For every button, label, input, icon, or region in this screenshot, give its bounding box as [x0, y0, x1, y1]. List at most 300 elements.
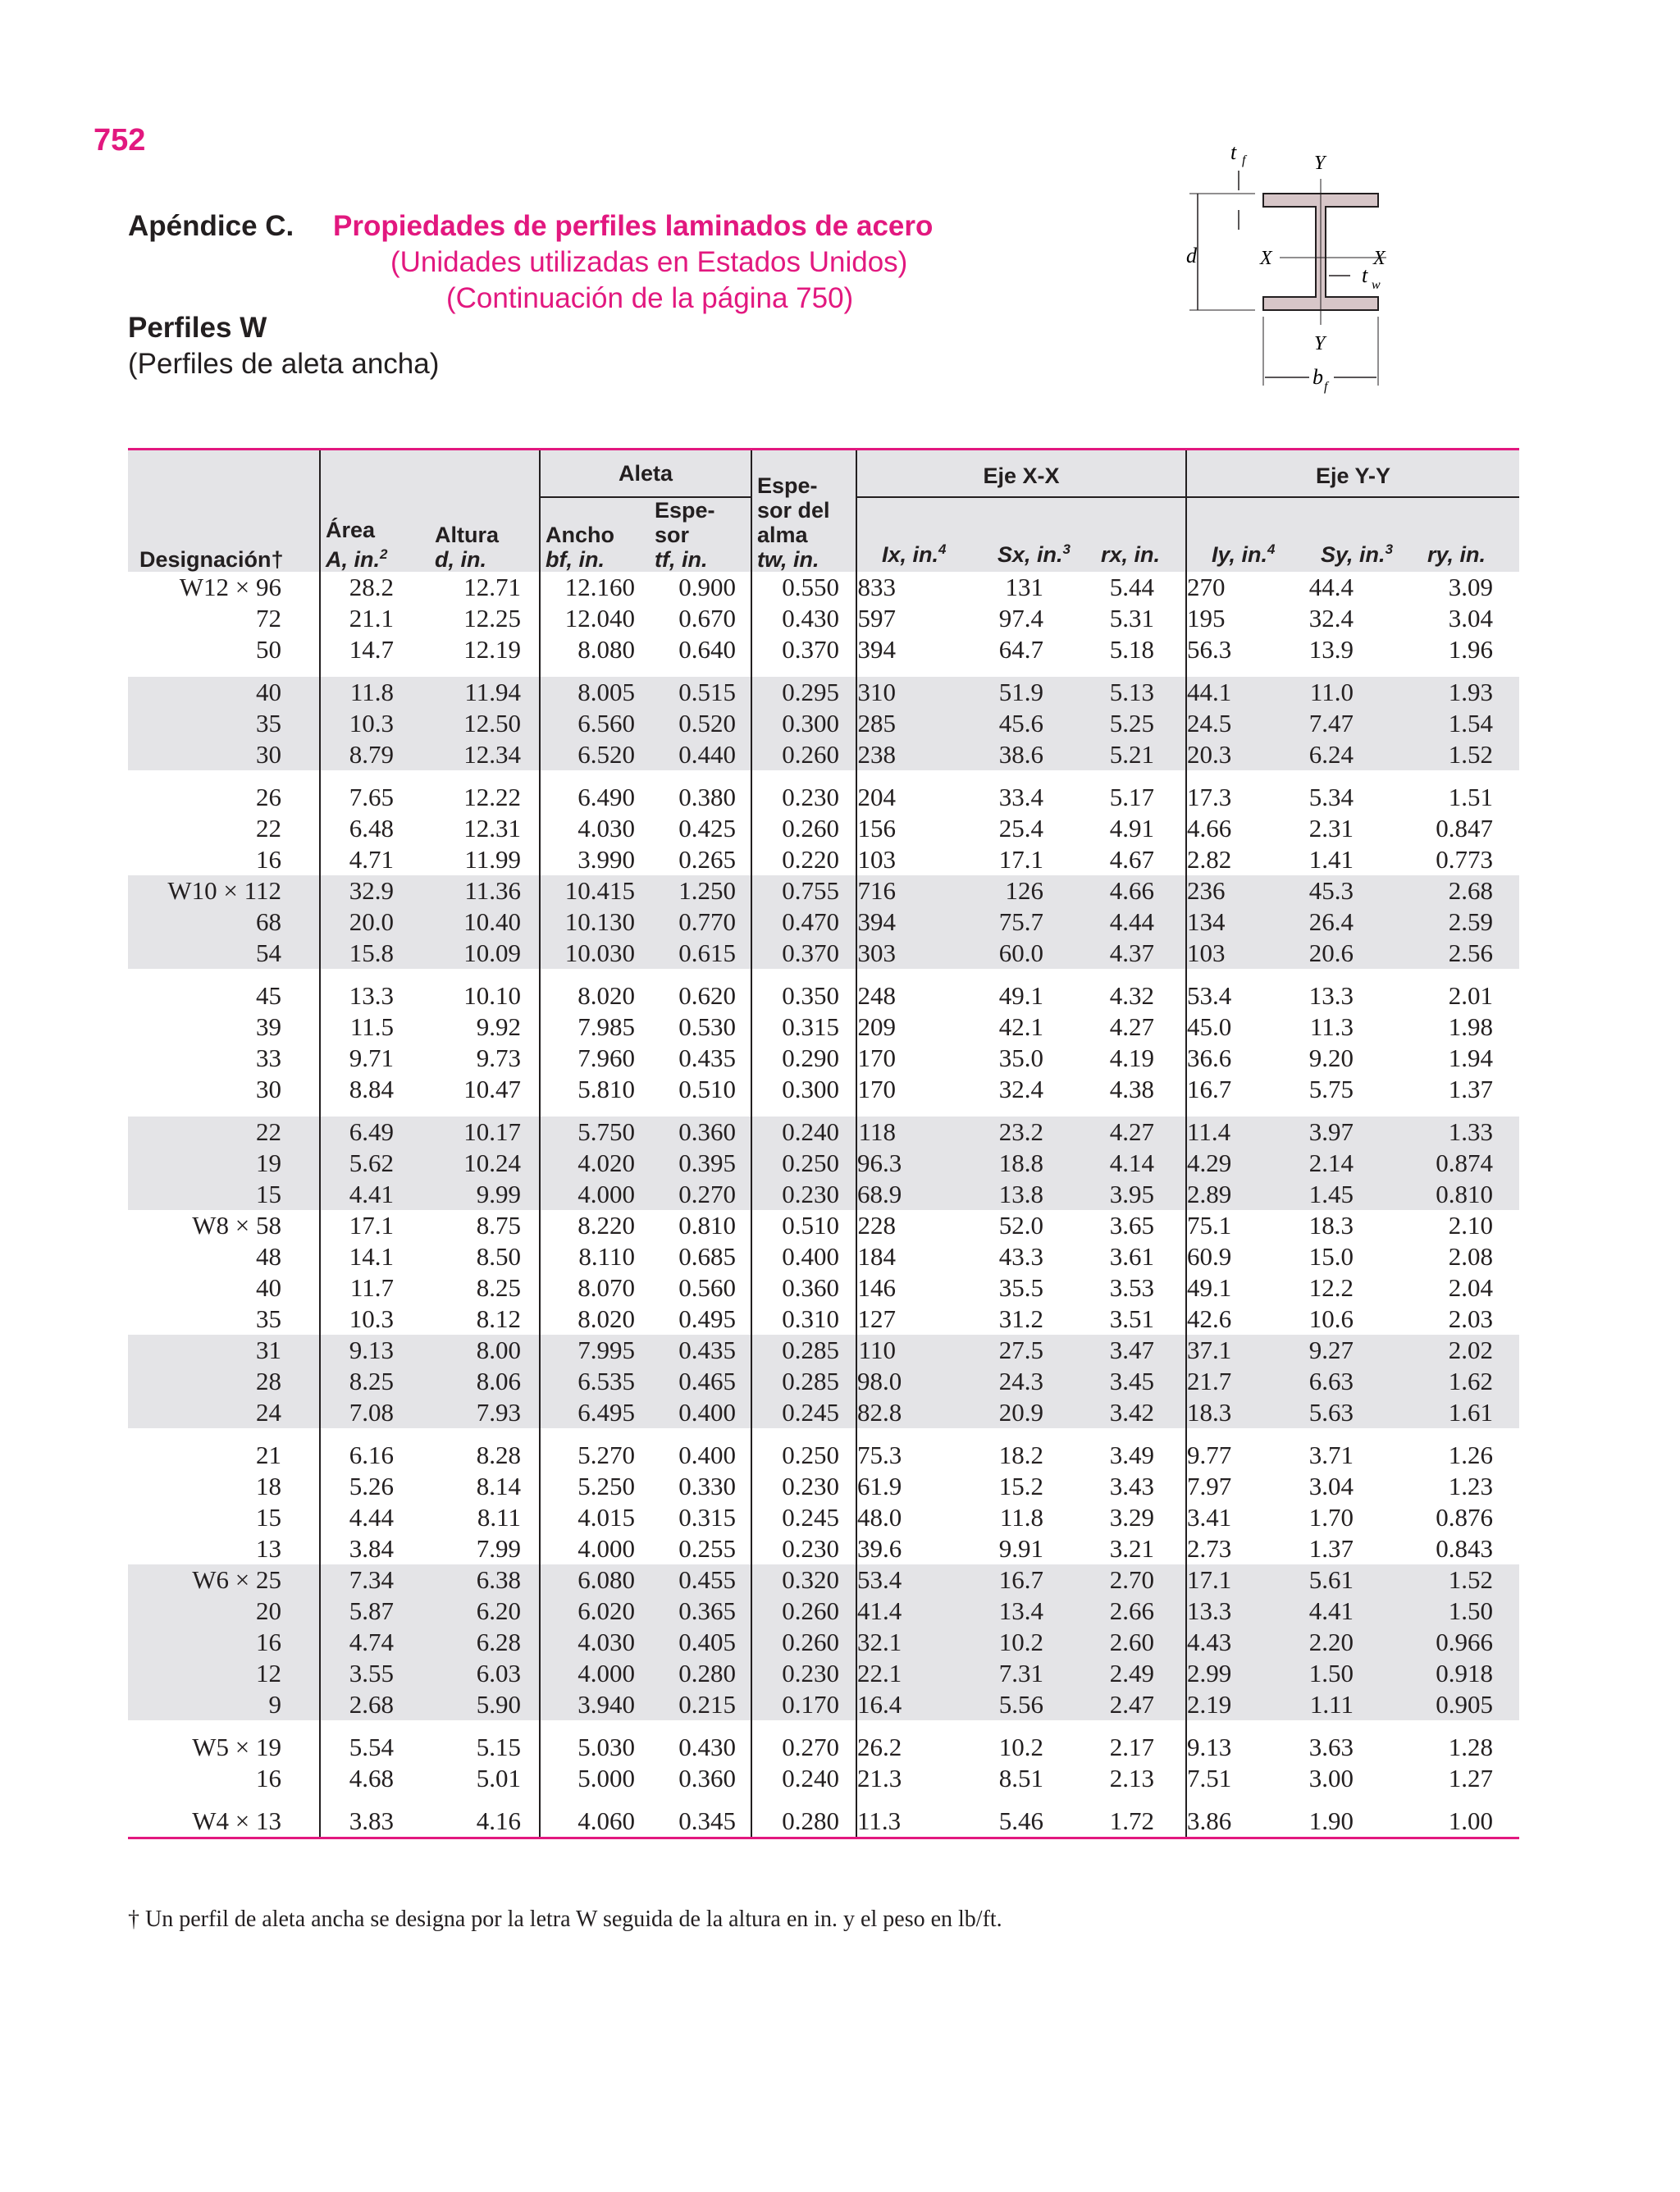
value-cell: 0.400	[650, 1397, 751, 1428]
value-cell: 5.030	[578, 1733, 635, 1761]
value-cell: 0.435	[650, 1335, 751, 1366]
value-cell: 8.79	[320, 739, 430, 770]
value-cell: 0.260	[751, 813, 856, 844]
value-cell: 56.3	[1187, 635, 1232, 664]
designation-cell: 39	[128, 1012, 320, 1043]
value-cell: 8.51	[998, 1764, 1043, 1792]
value-cell: 12.160	[564, 573, 635, 601]
gap-cell	[751, 770, 856, 782]
designation-cell: W4 × 13	[128, 1806, 320, 1838]
table-row	[128, 1596, 1519, 1627]
value-cell: 5.15	[430, 1732, 540, 1763]
designation-cell: 68	[128, 906, 320, 938]
value-cell: 4.74	[320, 1627, 430, 1658]
value-cell: 11.99	[430, 844, 540, 875]
value-cell: 15.2	[998, 1472, 1043, 1500]
gap-cell	[1298, 665, 1409, 677]
value-cell: 103	[857, 845, 896, 874]
value-cell: 52.0	[998, 1211, 1043, 1240]
value-cell: 0.215	[650, 1689, 751, 1720]
table-row	[128, 938, 1519, 969]
value-cell: 1.90	[1298, 1806, 1409, 1838]
gap-cell	[968, 1105, 1084, 1117]
value-cell: 0.300	[751, 1074, 856, 1105]
gap-cell	[650, 665, 751, 677]
value-cell: 10.40	[430, 906, 540, 938]
value-cell: 12.2	[1308, 1273, 1354, 1302]
gap-cell	[1186, 1720, 1298, 1732]
value-cell: 5.90	[430, 1689, 540, 1720]
value-cell: 9.73	[430, 1043, 540, 1074]
designation-cell: 28	[128, 1366, 320, 1397]
gap-cell	[968, 1794, 1084, 1806]
value-cell: 98.0	[856, 1366, 968, 1397]
value-cell: 0.360	[650, 1117, 751, 1148]
value-cell: 13.3	[1186, 1596, 1298, 1627]
value-cell: 36.6	[1187, 1043, 1232, 1072]
value-cell: 14.1	[349, 1242, 394, 1271]
value-cell: 4.030	[578, 814, 635, 843]
value-cell: 8.50	[430, 1241, 540, 1272]
value-cell: 110	[856, 1335, 968, 1366]
sx-header-text: Sx, in.	[998, 542, 1063, 567]
table-row	[128, 1658, 1519, 1689]
value-cell: 4.14	[1084, 1148, 1186, 1179]
value-cell: 11.3	[856, 1806, 968, 1838]
table-row	[128, 1179, 1519, 1210]
gap-cell	[540, 1794, 650, 1806]
gap-cell	[856, 1428, 968, 1440]
value-cell: 7.995	[540, 1335, 650, 1366]
gap-cell	[540, 1428, 650, 1440]
value-cell: 24.5	[1186, 708, 1298, 739]
gap-cell	[1298, 1428, 1409, 1440]
value-cell: 10.6	[1308, 1304, 1354, 1333]
value-cell: 1.27	[1448, 1764, 1494, 1792]
value-cell: 236	[1186, 875, 1298, 906]
table-row	[128, 875, 1519, 906]
row-group-gap	[128, 1105, 1519, 1117]
value-cell: 303	[856, 938, 968, 969]
alma-header-line3: alma	[757, 523, 808, 547]
value-cell: 9.13	[1187, 1733, 1232, 1761]
value-cell: 12.50	[430, 708, 540, 739]
value-cell: 2.47	[1084, 1689, 1186, 1720]
value-cell: 0.245	[751, 1397, 856, 1428]
value-cell: 2.59	[1409, 906, 1519, 938]
value-cell: 0.365	[650, 1596, 751, 1627]
table-row	[128, 1533, 1519, 1564]
value-cell: 6.38	[430, 1564, 540, 1596]
value-cell: 10.47	[430, 1074, 540, 1105]
x-axis-right-label: X	[1373, 248, 1386, 269]
bf-label: b	[1312, 365, 1323, 389]
value-cell: 9.99	[430, 1179, 540, 1210]
value-cell: 64.7	[998, 635, 1043, 664]
value-cell: 2.31	[1308, 814, 1354, 843]
col-header-espesor-aleta	[650, 497, 751, 572]
value-cell: 0.515	[650, 677, 751, 708]
gap-cell	[751, 665, 856, 677]
gap-cell	[430, 1428, 540, 1440]
value-cell: 10.415	[540, 875, 650, 906]
x-axis-left-label: X	[1260, 248, 1272, 269]
value-cell: 7.08	[320, 1397, 430, 1428]
value-cell: 5.61	[1298, 1564, 1409, 1596]
gap-cell	[856, 770, 968, 782]
value-cell: 4.27	[1084, 1012, 1186, 1043]
gap-cell	[650, 1105, 751, 1117]
area-header-unit: A, in.	[326, 547, 380, 572]
gap-cell	[430, 665, 540, 677]
value-cell: 3.49	[1084, 1440, 1186, 1471]
value-cell: 1.50	[1298, 1658, 1409, 1689]
gap-cell	[540, 770, 650, 782]
value-cell: 0.285	[751, 1366, 856, 1397]
designation-cell: 54	[128, 938, 320, 969]
value-cell: 6.16	[349, 1441, 394, 1469]
value-cell: 0.260	[751, 1627, 856, 1658]
gap-cell	[430, 969, 540, 980]
value-cell: 6.63	[1298, 1366, 1409, 1397]
value-cell: 6.560	[540, 708, 650, 739]
value-cell: 10.3	[349, 1304, 394, 1333]
value-cell: 0.520	[650, 708, 751, 739]
value-cell: 8.75	[430, 1210, 540, 1241]
value-cell: 0.510	[751, 1210, 856, 1241]
value-cell: 0.170	[751, 1689, 856, 1720]
value-cell: 4.37	[1084, 938, 1186, 969]
value-cell: 4.66	[1084, 875, 1186, 906]
value-cell: 3.43	[1084, 1471, 1186, 1502]
value-cell: 2.70	[1084, 1564, 1186, 1596]
table-row	[128, 980, 1519, 1012]
value-cell: 9.20	[1308, 1043, 1354, 1072]
value-cell: 4.41	[1298, 1596, 1409, 1627]
value-cell: 16.7	[1187, 1075, 1232, 1103]
designation-cell: 50	[128, 634, 320, 665]
value-cell: 1.70	[1308, 1503, 1354, 1532]
value-cell: 11.94	[430, 677, 540, 708]
value-cell: 5.62	[320, 1148, 430, 1179]
value-cell: 48.0	[857, 1503, 902, 1532]
value-cell: 0.510	[650, 1074, 751, 1105]
value-cell: 4.68	[349, 1764, 394, 1792]
value-cell: 0.315	[751, 1012, 856, 1043]
value-cell: 27.5	[968, 1335, 1084, 1366]
value-cell: 12.31	[430, 813, 540, 844]
gap-cell	[1298, 1720, 1409, 1732]
value-cell: 7.47	[1298, 708, 1409, 739]
value-cell: 13.8	[968, 1179, 1084, 1210]
value-cell: 597	[857, 604, 896, 632]
value-cell: 25.4	[998, 814, 1043, 843]
value-cell: 1.54	[1409, 708, 1519, 739]
table-footnote: † Un perfil de aleta ancha se designa por la letra W seguida de la altura en in. y el peso en lb/ft.	[128, 1907, 1002, 1932]
value-cell: 1.52	[1409, 739, 1519, 770]
gap-cell	[751, 1428, 856, 1440]
value-cell: 13.9	[1308, 635, 1354, 664]
value-cell: 170	[857, 1075, 896, 1103]
gap-cell	[430, 1794, 540, 1806]
value-cell: 21.3	[857, 1764, 902, 1792]
value-cell: 0.400	[650, 1440, 751, 1471]
table-row	[128, 1440, 1519, 1471]
value-cell: 26.4	[1298, 906, 1409, 938]
value-cell: 2.19	[1186, 1689, 1298, 1720]
value-cell: 0.330	[650, 1471, 751, 1502]
tw-label: t	[1362, 263, 1368, 287]
value-cell: 0.295	[751, 677, 856, 708]
designation-cell: W10 × 112	[128, 875, 320, 906]
value-cell: 5.54	[349, 1733, 394, 1761]
value-cell: 0.640	[650, 634, 751, 665]
value-cell: 9.13	[320, 1335, 430, 1366]
value-cell: 97.4	[998, 604, 1043, 632]
gap-cell	[540, 1720, 650, 1732]
row-group-gap	[128, 1428, 1519, 1440]
value-cell: 1.52	[1409, 1564, 1519, 1596]
col-header-espesor-alma	[751, 450, 856, 573]
value-cell: 37.1	[1186, 1335, 1298, 1366]
value-cell: 6.495	[540, 1397, 650, 1428]
value-cell: 8.11	[430, 1502, 540, 1533]
value-cell: 7.99	[430, 1533, 540, 1564]
designation-cell: 72	[128, 603, 320, 634]
value-cell: 5.34	[1308, 783, 1354, 811]
gap-cell	[1409, 1105, 1519, 1117]
gap-cell	[1298, 1794, 1409, 1806]
value-cell: 0.320	[751, 1564, 856, 1596]
table-row	[128, 1763, 1519, 1794]
value-cell: 2.10	[1448, 1211, 1494, 1240]
value-cell: 10.130	[540, 906, 650, 938]
value-cell: 13.3	[1308, 981, 1354, 1010]
value-cell: 6.490	[578, 783, 635, 811]
value-cell: 204	[857, 783, 896, 811]
table-row	[128, 708, 1519, 739]
gap-cell	[1409, 1794, 1519, 1806]
value-cell: 12.71	[430, 572, 540, 603]
value-cell: 2.99	[1186, 1658, 1298, 1689]
value-cell: 0.685	[650, 1241, 751, 1272]
designation-cell: 22	[128, 813, 320, 844]
value-cell: 15.0	[1308, 1242, 1354, 1271]
value-cell: 1.62	[1409, 1366, 1519, 1397]
value-cell: 8.220	[578, 1211, 635, 1240]
gap-cell	[650, 1720, 751, 1732]
value-cell: 7.985	[578, 1012, 635, 1041]
value-cell: 12.19	[430, 634, 540, 665]
value-cell: 10.24	[430, 1148, 540, 1179]
designation-cell: 12	[128, 1658, 320, 1689]
table-row	[128, 1043, 1519, 1074]
row-group-gap	[128, 770, 1519, 782]
value-cell: 126	[968, 875, 1084, 906]
gap-cell	[1186, 1794, 1298, 1806]
value-cell: 7.51	[1187, 1764, 1232, 1792]
table-row	[128, 739, 1519, 770]
value-cell: 0.290	[751, 1043, 856, 1074]
col-header-designacion: Designación†	[128, 450, 320, 573]
alma-header-line2: sor del	[757, 498, 830, 523]
table-row	[128, 1272, 1519, 1304]
value-cell: 1.28	[1448, 1733, 1494, 1761]
designation-cell: 9	[128, 1689, 320, 1720]
value-cell: 60.0	[968, 938, 1084, 969]
designation-cell: 30	[128, 739, 320, 770]
value-cell: 82.8	[856, 1397, 968, 1428]
value-cell: 9.77	[1187, 1441, 1232, 1469]
value-cell: 0.230	[751, 1658, 856, 1689]
page-number: 752	[94, 123, 146, 158]
gap-cell	[320, 1428, 430, 1440]
designation-cell: 26	[128, 782, 320, 813]
gap-cell	[751, 969, 856, 980]
value-cell: 0.360	[650, 1763, 751, 1794]
value-cell: 12.22	[430, 782, 540, 813]
value-cell: 4.71	[349, 845, 394, 874]
value-cell: 6.20	[430, 1596, 540, 1627]
value-cell: 1.23	[1448, 1472, 1494, 1500]
sy-header-text: Sy, in.	[1321, 542, 1386, 567]
value-cell: 10.2	[968, 1627, 1084, 1658]
gap-cell	[128, 665, 320, 677]
w-shape-cross-section-diagram	[1165, 138, 1411, 400]
value-cell: 5.13	[1084, 677, 1186, 708]
value-cell: 6.24	[1298, 739, 1409, 770]
table-row	[128, 1148, 1519, 1179]
gap-cell	[128, 770, 320, 782]
value-cell: 18.3	[1186, 1397, 1298, 1428]
value-cell: 53.4	[856, 1564, 968, 1596]
value-cell: 5.31	[1084, 603, 1186, 634]
designation-cell: W8 × 58	[128, 1210, 320, 1241]
designation-cell: 31	[128, 1335, 320, 1366]
value-cell: 33.4	[998, 783, 1043, 811]
value-cell: 38.6	[968, 739, 1084, 770]
value-cell: 5.750	[540, 1117, 650, 1148]
value-cell: 118	[856, 1117, 968, 1148]
gap-cell	[968, 770, 1084, 782]
value-cell: 131	[1005, 573, 1043, 601]
value-cell: 44.1	[1186, 677, 1298, 708]
table-row	[128, 813, 1519, 844]
value-cell: 17.3	[1187, 783, 1232, 811]
table-row	[128, 1366, 1519, 1397]
value-cell: 8.020	[578, 1304, 635, 1333]
value-cell: 3.61	[1084, 1241, 1186, 1272]
value-cell: 0.773	[1436, 845, 1494, 874]
group-header-aleta: Aleta	[540, 450, 751, 498]
value-cell: 2.03	[1448, 1304, 1494, 1333]
value-cell: 0.425	[650, 813, 751, 844]
gap-cell	[856, 1720, 968, 1732]
value-cell: 4.44	[349, 1503, 394, 1532]
value-cell: 22.1	[856, 1658, 968, 1689]
value-cell: 4.030	[540, 1627, 650, 1658]
value-cell: 394	[857, 635, 896, 664]
gap-cell	[751, 1794, 856, 1806]
value-cell: 1.51	[1448, 783, 1494, 811]
gap-cell	[1186, 1428, 1298, 1440]
value-cell: 0.270	[751, 1732, 856, 1763]
value-cell: 21.7	[1186, 1366, 1298, 1397]
value-cell: 1.41	[1308, 845, 1354, 874]
value-cell: 146	[857, 1273, 896, 1302]
value-cell: 5.250	[578, 1472, 635, 1500]
value-cell: 0.300	[751, 708, 856, 739]
gap-cell	[320, 969, 430, 980]
value-cell: 0.370	[751, 634, 856, 665]
value-cell: 6.48	[349, 814, 394, 843]
value-cell: 0.395	[650, 1148, 751, 1179]
gap-cell	[1409, 969, 1519, 980]
designation-cell: 22	[128, 1117, 320, 1148]
table-row	[128, 1806, 1519, 1838]
value-cell: 6.520	[540, 739, 650, 770]
value-cell: 41.4	[856, 1596, 968, 1627]
value-cell: 7.31	[968, 1658, 1084, 1689]
value-cell: 1.61	[1409, 1397, 1519, 1428]
value-cell: 96.3	[856, 1148, 968, 1179]
value-cell: 18.8	[968, 1148, 1084, 1179]
value-cell: 0.240	[751, 1763, 856, 1794]
gap-cell	[128, 1428, 320, 1440]
gap-cell	[1186, 969, 1298, 980]
value-cell: 0.360	[751, 1272, 856, 1304]
table-row	[128, 1689, 1519, 1720]
row-group-gap	[128, 1720, 1519, 1732]
value-cell: 5.270	[578, 1441, 635, 1469]
gap-cell	[751, 1720, 856, 1732]
tf-sub-label: f	[1242, 153, 1246, 167]
gap-cell	[320, 1720, 430, 1732]
value-cell: 1.98	[1448, 1012, 1494, 1041]
value-cell: 0.315	[650, 1502, 751, 1533]
appendix-subtitle-continuation: (Continuación de la página 750)	[446, 282, 854, 314]
value-cell: 2.01	[1448, 981, 1494, 1010]
col-header-iy: Iy, in.$^4$	[1186, 497, 1298, 572]
gap-cell	[540, 1105, 650, 1117]
gap-cell	[320, 1794, 430, 1806]
value-cell: 0.245	[751, 1502, 856, 1533]
value-cell: 35.5	[998, 1273, 1043, 1302]
value-cell: 7.65	[349, 783, 394, 811]
value-cell: 0.530	[650, 1012, 751, 1043]
value-cell: 0.250	[751, 1440, 856, 1471]
gap-cell	[968, 1720, 1084, 1732]
value-cell: 0.220	[751, 844, 856, 875]
value-cell: 32.1	[856, 1627, 968, 1658]
value-cell: 2.89	[1186, 1179, 1298, 1210]
value-cell: 2.60	[1084, 1627, 1186, 1658]
value-cell: 8.080	[578, 635, 635, 664]
gap-cell	[430, 1720, 540, 1732]
value-cell: 1.26	[1448, 1441, 1494, 1469]
value-cell: 5.21	[1084, 739, 1186, 770]
value-cell: 0.900	[650, 572, 751, 603]
value-cell: 1.50	[1409, 1596, 1519, 1627]
value-cell: 5.44	[1084, 572, 1186, 603]
altura-header-line2: d, in.	[435, 547, 486, 572]
gap-cell	[968, 1428, 1084, 1440]
gap-cell	[1186, 770, 1298, 782]
value-cell: 209	[857, 1012, 896, 1041]
gap-cell	[1409, 770, 1519, 782]
value-cell: 716	[856, 875, 968, 906]
gap-cell	[1084, 1720, 1186, 1732]
